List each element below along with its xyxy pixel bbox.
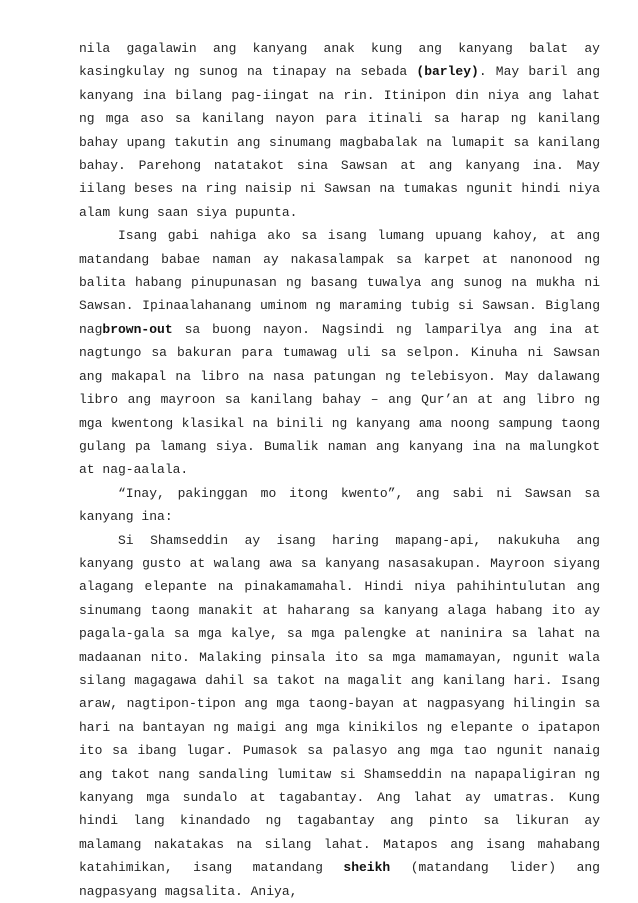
bold-term-brown-out: brown-out: [102, 321, 173, 337]
paragraph-2: [79, 224, 600, 481]
bold-term-barley: (barley): [416, 64, 479, 80]
bold-term-sheikh: sheikh: [343, 860, 391, 876]
text-run: Isang gabi nahiga ako sa isang lumang upuang kahoy, at ang matandang babae naman ay nakasalampak sa karpet at nanonood ng balita habang pinupunasan ng basang tuwalya ang sunog na mukha ni Sawsan. Ipinaalahanang uminom ng maraming tubig si Sawsan. Biglang nag: [79, 228, 600, 337]
text-run: Si Shamseddin ay isang haring mapang-api, nakukuha ang kanyang gusto at walang awa sa kanyang nasasakupan. Mayroon siyang alagang elepante na pinakamamahal. Hindi niya pahihintulutan ang sinumang taong manakit at haharang sa kanyang alaga habang ito ay pagala-gala sa mga kalye, sa mga palengke at naninira sa lahat na madaanan nito. Malaking pinsala ito sa mga mamamayan, ngunit wala silang magagawa dahil sa takot na magalit ang kanilang hari. Isang araw, nagtipon-tipon ang mga taong-bayan at nagpasyang hilingin sa hari na bantayan ng maigi ang mga kinikilos ng elepante o ipatapon ito sa ibang lugar. Pumasok sa palasyo ang mga tao ngunit nanaig ang takot nang sandaling lumitaw si Shamseddin na napapaligiran ng kanyang mga sundalo at tagabantay. Ang lahat ay umatras. Kung hindi lang kinandado ng tagabantay ang pinto sa likuran ay malamang nakatakas na silang lahat. Matapos ang isang mahabang katahimikan, isang matandang: [79, 532, 600, 876]
text-run: (matandang lider) ang nagpasyang magsalita. Aniya,: [79, 860, 600, 899]
text-run: . May baril ang kanyang ina bilang pag-iingat na rin. Itinipon din niya ang lahat ng mga aso sa kanilang nayon para itinali sa harap ng kanilang bahay upang takutin ang sinumang magbabalak na lumapit sa kanilang bahay. Parehong natatakot sina Sawsan at ang kanyang ina. May iilang beses na ring naisip ni Sawsan na tumakas ngunit hindi niya alam kung saan siya pupunta.: [79, 64, 600, 220]
text-run: nila gagalawin ang kanyang anak kung ang kanyang balat ay kasingkulay ng sunog na tinapay na sebada: [79, 41, 600, 80]
paragraph-3: [79, 482, 600, 529]
paragraph-4: [79, 529, 600, 903]
text-run: “Inay, pakinggan mo itong kwento”, ang sabi ni Sawsan sa kanyang ina:: [79, 485, 600, 525]
document-page: [79, 37, 600, 903]
paragraph-1: [79, 37, 600, 224]
text-run: sa buong nayon. Nagsindi ng lamparilya ang ina at nagtungo sa bakuran para tumawag uli sa selpon. Kinuha ni Sawsan ang makapal na libro na nasa patungan ng telebisyon. May dalawang libro ang mayroon sa kanilang bahay – ang Qur’an at ang libro ng mga kwentong klasikal na binili ng kanyang ama noong sampung taong gulang pa lamang siya. Bumalik naman ang kanyang ina na malungkot at nag-aalala.: [79, 321, 600, 478]
